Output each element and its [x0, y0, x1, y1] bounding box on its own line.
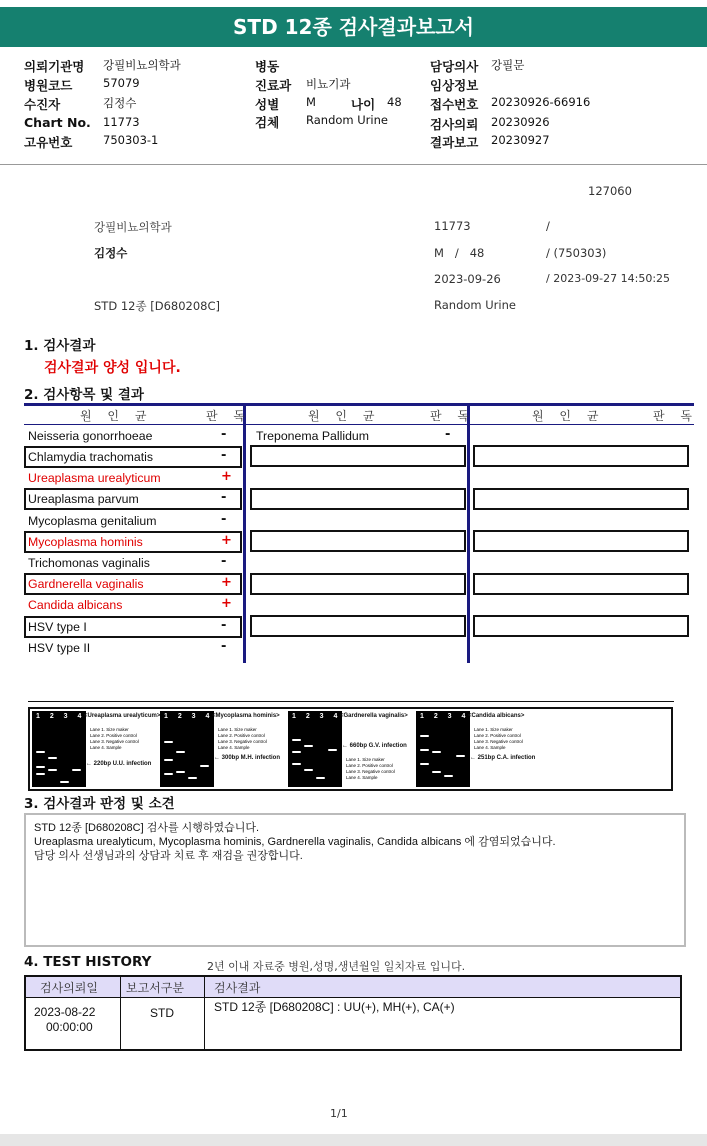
- gel-legend-line: Lane 3. Negative control: [218, 739, 267, 744]
- inst-value: 강필비뇨의학과: [103, 58, 181, 72]
- inst-label: 의뢰기관명: [24, 59, 85, 74]
- gel-legend-line: Lane 3. Negative control: [346, 769, 395, 774]
- gel-band: [164, 759, 173, 761]
- gel-legend-line: Lane 4. Sample: [346, 775, 378, 780]
- arrow-left-icon: ←: [86, 761, 94, 767]
- info-id: / (750303): [546, 246, 607, 260]
- table-top-rule: [24, 403, 694, 406]
- gel-band: [432, 771, 441, 773]
- history-col-divider: [204, 977, 205, 1049]
- empty-cell-box: [250, 573, 466, 595]
- col-organism-3: 원 인 균: [532, 409, 605, 423]
- gel-electrophoresis-panel: [28, 707, 673, 791]
- info-patient: 김정수: [94, 246, 128, 260]
- empty-cell-box: [473, 615, 689, 637]
- gel-image: [160, 711, 214, 787]
- gel-title: <Candida albicans>: [468, 713, 525, 719]
- history-header: [26, 977, 680, 998]
- history-time: 00:00:00: [46, 1020, 93, 1034]
- ward-label: 병동: [255, 59, 280, 74]
- gel-band: [164, 741, 173, 743]
- gel-legend-line: Lane 1. Size maker: [474, 727, 513, 732]
- organism-result: -: [221, 490, 227, 505]
- section1-title: 1. 검사결과: [24, 338, 96, 354]
- gel-image: [32, 711, 86, 787]
- gel-legend-line: Lane 2. Positive control: [346, 763, 393, 768]
- gel-band: [292, 763, 301, 765]
- gel-band: [316, 777, 325, 779]
- patient-label: 수진자: [24, 97, 61, 112]
- organism-result: -: [221, 554, 227, 569]
- receipt-value: 20230926-66916: [491, 95, 591, 109]
- gel-band: [164, 773, 173, 775]
- gel-annotation: [214, 755, 280, 761]
- arrow-left-icon: ←: [214, 755, 222, 761]
- organism-result: -: [221, 448, 227, 463]
- gel-band: [444, 775, 453, 777]
- col-organism-1: 원 인 균: [80, 409, 153, 423]
- sex-value: M: [306, 95, 316, 109]
- table-header-rule: [24, 424, 694, 425]
- patient-value: 김정수: [103, 96, 137, 110]
- dept-label: 진료과: [255, 78, 292, 93]
- organism-name: Neisseria gonorrhoeae: [28, 429, 153, 443]
- gel-band: [328, 749, 337, 751]
- organism-result: -: [221, 639, 227, 654]
- organism-name: Gardnerella vaginalis: [28, 577, 144, 591]
- empty-cell-box: [250, 445, 466, 467]
- gel-image: [416, 711, 470, 787]
- gel-band: [72, 769, 81, 771]
- gel-legend-line: Lane 4. Sample: [90, 745, 122, 750]
- opinion-box: [24, 813, 686, 947]
- organism-name: Mycoplasma genitalium: [28, 514, 157, 528]
- gel-annotation-text: 220bp U.U. infection: [93, 761, 152, 767]
- gel-band: [304, 769, 313, 771]
- empty-cell-box: [473, 530, 689, 552]
- organism-name: HSV type II: [28, 641, 91, 655]
- organism-name: HSV type I: [28, 620, 87, 634]
- gel-band: [432, 751, 441, 753]
- empty-cell-box: [473, 573, 689, 595]
- info-number: 127060: [588, 184, 632, 198]
- history-table: [24, 975, 682, 1051]
- organism-result: +: [221, 469, 232, 484]
- gel-legend-line: Lane 4. Sample: [474, 745, 506, 750]
- age-label: 나이: [351, 97, 376, 112]
- organism-name: Trichomonas vaginalis: [28, 556, 150, 570]
- opinion-line: STD 12종 [D680208C] 검사를 시행하였습니다.: [34, 822, 260, 834]
- section4-title: 4. TEST HISTORY: [24, 954, 152, 970]
- info-chart: 11773: [434, 219, 471, 233]
- id-value: 750303-1: [103, 133, 159, 147]
- gel-annotation: [86, 761, 151, 767]
- gel-top-rule: [28, 701, 674, 702]
- history-col-type: 보고서구분: [126, 981, 184, 995]
- gel-legend-line: Lane 2. Positive control: [90, 733, 137, 738]
- gel-legend-line: Lane 3. Negative control: [474, 739, 523, 744]
- gel-title: <Ureaplasma urealyticum>: [84, 713, 161, 719]
- gel-annotation-text: 251bp C.A. infection: [477, 755, 536, 761]
- history-note: 2년 이내 자료중 병원,성명,생년월일 일치자료 입니다.: [207, 960, 466, 973]
- gel-annotation-text: 660bp G.V. infection: [349, 743, 407, 749]
- gel-band: [48, 757, 57, 759]
- table-divider-2: [467, 403, 470, 663]
- col-result-1: 판 독: [206, 409, 251, 423]
- history-type: STD: [150, 1006, 174, 1020]
- report-title: STD 12종 검사결과보고서: [0, 7, 707, 47]
- chart-value: 11773: [103, 115, 140, 129]
- gel-annotation: [470, 755, 535, 761]
- gel-band: [200, 765, 209, 767]
- organism-name: Ureaplasma urealyticum: [28, 471, 161, 485]
- section2-title: 2. 검사항목 및 결과: [24, 387, 144, 403]
- gel-title: <Gardnerella vaginalis>: [340, 713, 408, 719]
- age-value: 48: [387, 95, 402, 109]
- history-result: STD 12종 [D680208C] : UU(+), MH(+), CA(+): [214, 1000, 455, 1014]
- opinion-line: 담당 의사 선생님과의 상담과 치료 후 재검을 권장합니다.: [34, 850, 303, 862]
- col-result-3: 판 독: [653, 409, 698, 423]
- gel-lane-numbers: 1 2 3 4: [36, 713, 86, 720]
- organism-name: Ureaplasma parvum: [28, 492, 139, 506]
- gel-annotation: [342, 743, 407, 749]
- request-label: 검사의뢰: [430, 117, 479, 132]
- info-inst: 강필비뇨의학과: [94, 220, 172, 234]
- organism-name: Treponema Pallidum: [256, 429, 370, 443]
- gel-legend-line: Lane 2. Positive control: [474, 733, 521, 738]
- info-slash: /: [546, 219, 550, 233]
- organism-result: -: [221, 427, 227, 442]
- gel-band: [60, 781, 69, 783]
- doctor-value: 강필문: [491, 58, 525, 72]
- gel-band: [304, 745, 313, 747]
- gel-legend: [474, 727, 523, 751]
- info-date-received: 2023-09-26: [434, 272, 501, 286]
- opinion-line: Ureaplasma urealyticum, Mycoplasma hominis, Gardnerella vaginalis, Candida albicans 에 감염되었습니다.: [34, 836, 556, 848]
- gel-band: [36, 766, 45, 768]
- id-label: 고유번호: [24, 135, 73, 150]
- gel-annotation-text: 300bp M.H. infection: [221, 755, 281, 761]
- sex-label: 성별: [255, 97, 280, 112]
- gel-band: [420, 749, 429, 751]
- gel-lane-numbers: 1 2 3 4: [420, 713, 470, 720]
- page-number: 1/1: [330, 1107, 348, 1120]
- gel-legend-line: Lane 1. Size maker: [90, 727, 129, 732]
- gel-lane-numbers: 1 2 3 4: [164, 713, 214, 720]
- info-sex-age: M / 48: [434, 246, 485, 260]
- gel-legend-line: Lane 1. Size maker: [218, 727, 257, 732]
- header-divider: [0, 164, 707, 165]
- gel-legend-line: Lane 1. Size maker: [346, 757, 385, 762]
- gel-legend: [218, 727, 267, 751]
- gel-band: [176, 771, 185, 773]
- history-col-date: 검사의뢰일: [40, 981, 98, 995]
- organism-result: -: [445, 427, 451, 442]
- history-col-divider: [120, 977, 121, 1049]
- section3-title: 3. 검사결과 판정 및 소견: [24, 796, 175, 812]
- gel-legend-line: Lane 4. Sample: [218, 745, 250, 750]
- gel-band: [292, 739, 301, 741]
- empty-cell-box: [250, 488, 466, 510]
- gel-band: [420, 735, 429, 737]
- gel-band: [420, 763, 429, 765]
- request-value: 20230926: [491, 115, 550, 129]
- organism-result: -: [221, 618, 227, 633]
- footer-bar: [0, 1134, 707, 1146]
- organism-result: +: [221, 596, 232, 611]
- specimen-label: 검체: [255, 115, 280, 130]
- history-col-result: 검사결과: [214, 981, 261, 995]
- organism-name: Chlamydia trachomatis: [28, 450, 154, 464]
- gel-lane-numbers: 1 2 3 4: [292, 713, 342, 720]
- info-date-reported: / 2023-09-27 14:50:25: [546, 272, 671, 285]
- empty-cell-box: [473, 445, 689, 467]
- organism-result: +: [221, 533, 232, 548]
- gel-legend: [346, 757, 395, 781]
- report-date-value: 20230927: [491, 133, 550, 147]
- table-divider-1: [243, 403, 246, 663]
- history-date: 2023-08-22: [34, 1005, 96, 1019]
- organism-result: +: [221, 575, 232, 590]
- gel-band: [176, 751, 185, 753]
- gel-title: <Mycoplasma hominis>: [212, 713, 280, 719]
- clinical-label: 임상정보: [430, 78, 479, 93]
- gel-band: [292, 751, 301, 753]
- info-test: STD 12종 [D680208C]: [94, 299, 220, 313]
- receipt-label: 접수번호: [430, 97, 479, 112]
- code-label: 병원코드: [24, 78, 73, 93]
- report-date-label: 결과보고: [430, 135, 479, 150]
- gel-band: [36, 751, 45, 753]
- dept-value: 비뇨기과: [306, 77, 351, 91]
- info-specimen: Random Urine: [434, 298, 516, 312]
- gel-legend-line: Lane 2. Positive control: [218, 733, 265, 738]
- gel-image: [288, 711, 342, 787]
- chart-label: Chart No.: [24, 115, 91, 130]
- positive-result-text: 검사결과 양성 입니다.: [44, 360, 181, 376]
- organism-result: -: [221, 512, 227, 527]
- specimen-value: Random Urine: [306, 113, 388, 127]
- gel-band: [188, 777, 197, 779]
- gel-band: [456, 755, 465, 757]
- gel-band: [36, 773, 45, 775]
- organism-name: Mycoplasma hominis: [28, 535, 143, 549]
- col-result-2: 판 독: [430, 409, 475, 423]
- gel-legend-line: Lane 3. Negative control: [90, 739, 139, 744]
- empty-cell-box: [250, 615, 466, 637]
- code-value: 57079: [103, 76, 140, 90]
- doctor-label: 담당의사: [430, 59, 479, 74]
- gel-band: [48, 769, 57, 771]
- col-organism-2: 원 인 균: [308, 409, 381, 423]
- organism-name: Candida albicans: [28, 598, 123, 612]
- gel-legend: [90, 727, 139, 751]
- arrow-left-icon: ←: [342, 743, 350, 749]
- empty-cell-box: [250, 530, 466, 552]
- empty-cell-box: [473, 488, 689, 510]
- arrow-left-icon: ←: [470, 755, 478, 761]
